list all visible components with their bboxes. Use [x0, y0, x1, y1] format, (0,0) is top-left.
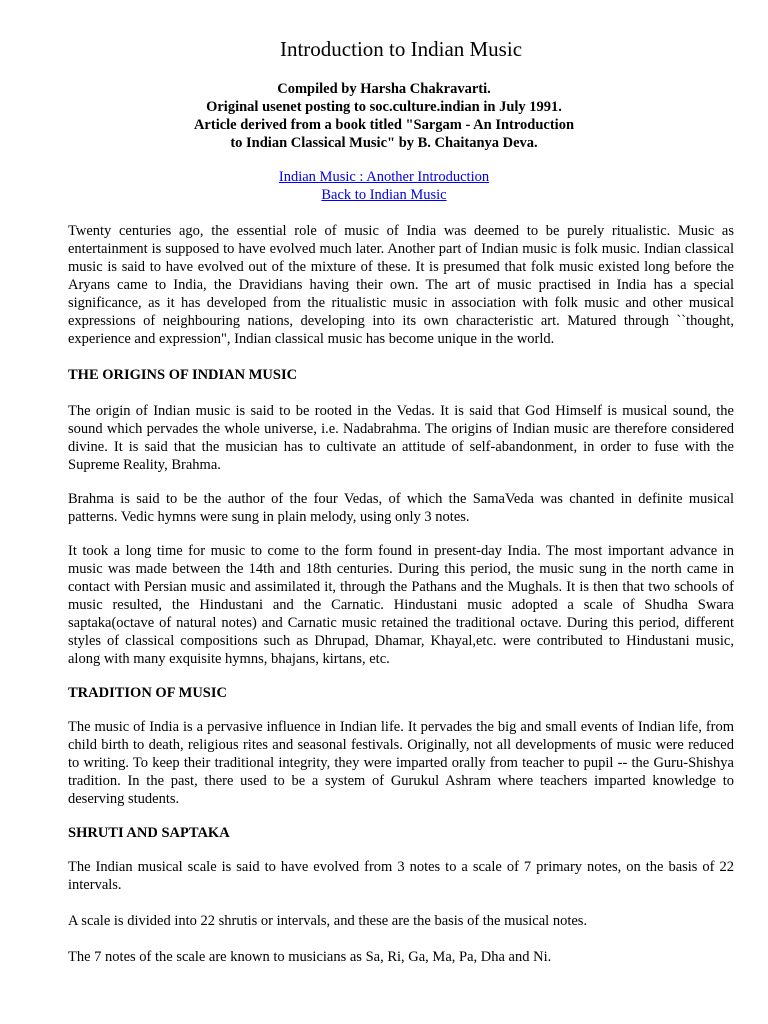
link-another-introduction[interactable]: Indian Music : Another Introduction — [278, 169, 490, 185]
credit-line: Original usenet posting to soc.culture.indian in July 1991. — [206, 99, 562, 115]
section-heading: TRADITION OF MUSIC — [68, 685, 227, 701]
link-back-to-indian-music[interactable]: Back to Indian Music — [321, 187, 447, 203]
paragraph: A scale is divided into 22 shrutis or intervals, and these are the basis of the musical notes. — [68, 913, 588, 929]
paragraph: The 7 notes of the scale are known to musicians as Sa, Ri, Ga, Ma, Pa, Dha and Ni. — [68, 949, 552, 965]
paragraph: It took a long time for music to come to the form found in present-day India. The most important advance in music was made between the 14th and 18th centuries. During this period, the music sung in the north came in contact with Persian music and assimilated it, through the Pathans and the Mughals. It is then that two schools of music resulted, the Hindustani and the Carnatic. Hindustani music adopted a scale of Shudha Swara saptaka(octave of natural notes) and Carnatic music retained the traditional octave. During this period, different styles of classical compositions such as Dhrupad, Dhamar, Khayal,etc. were contributed to Hindustani music, along with many exquisite hymns, bhajans, kirtans, etc. — [68, 543, 734, 667]
section-heading: THE ORIGINS OF INDIAN MUSIC — [68, 367, 298, 383]
nav-links — [34, 168, 734, 204]
credit-line: to Indian Classical Music" by B. Chaitanya Deva. — [230, 135, 538, 151]
paragraph: The Indian musical scale is said to have evolved from 3 notes to a scale of 7 primary notes, on the basis of 22 intervals. — [68, 859, 734, 893]
credit-line: Compiled by Harsha Chakravarti. — [277, 81, 491, 97]
section-heading: SHRUTI AND SAPTAKA — [68, 825, 230, 841]
page-title: Introduction to Indian Music — [279, 37, 523, 61]
intro-paragraph: Twenty centuries ago, the essential role of music of India was deemed to be purely ritualistic. Music as entertainment is supposed to have evolved much later. Another part of Indian music is folk music. Indian classical music is said to have evolved out of the mixture of these. It is presumed that folk music existed long before the Aryans came to India, the Dravidians having their own. The art of music practised in India has a special significance, as it has developed from the ritualistic music in association with folk music and other musical expressions of neighbouring nations, developing into its own characteristic art. Matured through ``thought, experience and expression", Indian classical music has become unique in the world. — [68, 223, 734, 347]
paragraph: The music of India is a pervasive influence in Indian life. It pervades the big and small events of Indian life, from child birth to death, religious rites and seasonal festivals. Originally, not all developments of music were reduced to writing. To keep their traditional integrity, they were imparted orally from teacher to pupil -- the Guru-Shishya tradition. In the past, there used to be a system of Gurukul Ashram where teachers imparted knowledge to deserving students. — [68, 719, 734, 807]
credits-block — [34, 80, 734, 152]
credit-line: Article derived from a book titled "Sargam - An Introduction — [193, 117, 575, 133]
paragraph: The origin of Indian music is said to be rooted in the Vedas. It is said that God Himself is musical sound, the sound which pervades the whole universe, i.e. Nadabrahma. The origins of Indian music are therefore considered divine. It is said that the musician has to cultivate an attitude of self-abandonment, in order to fuse with the Supreme Reality, Brahma. — [68, 403, 734, 473]
paragraph: Brahma is said to be the author of the four Vedas, of which the SamaVeda was chanted in definite musical patterns. Vedic hymns were sung in plain melody, using only 3 notes. — [68, 491, 734, 525]
